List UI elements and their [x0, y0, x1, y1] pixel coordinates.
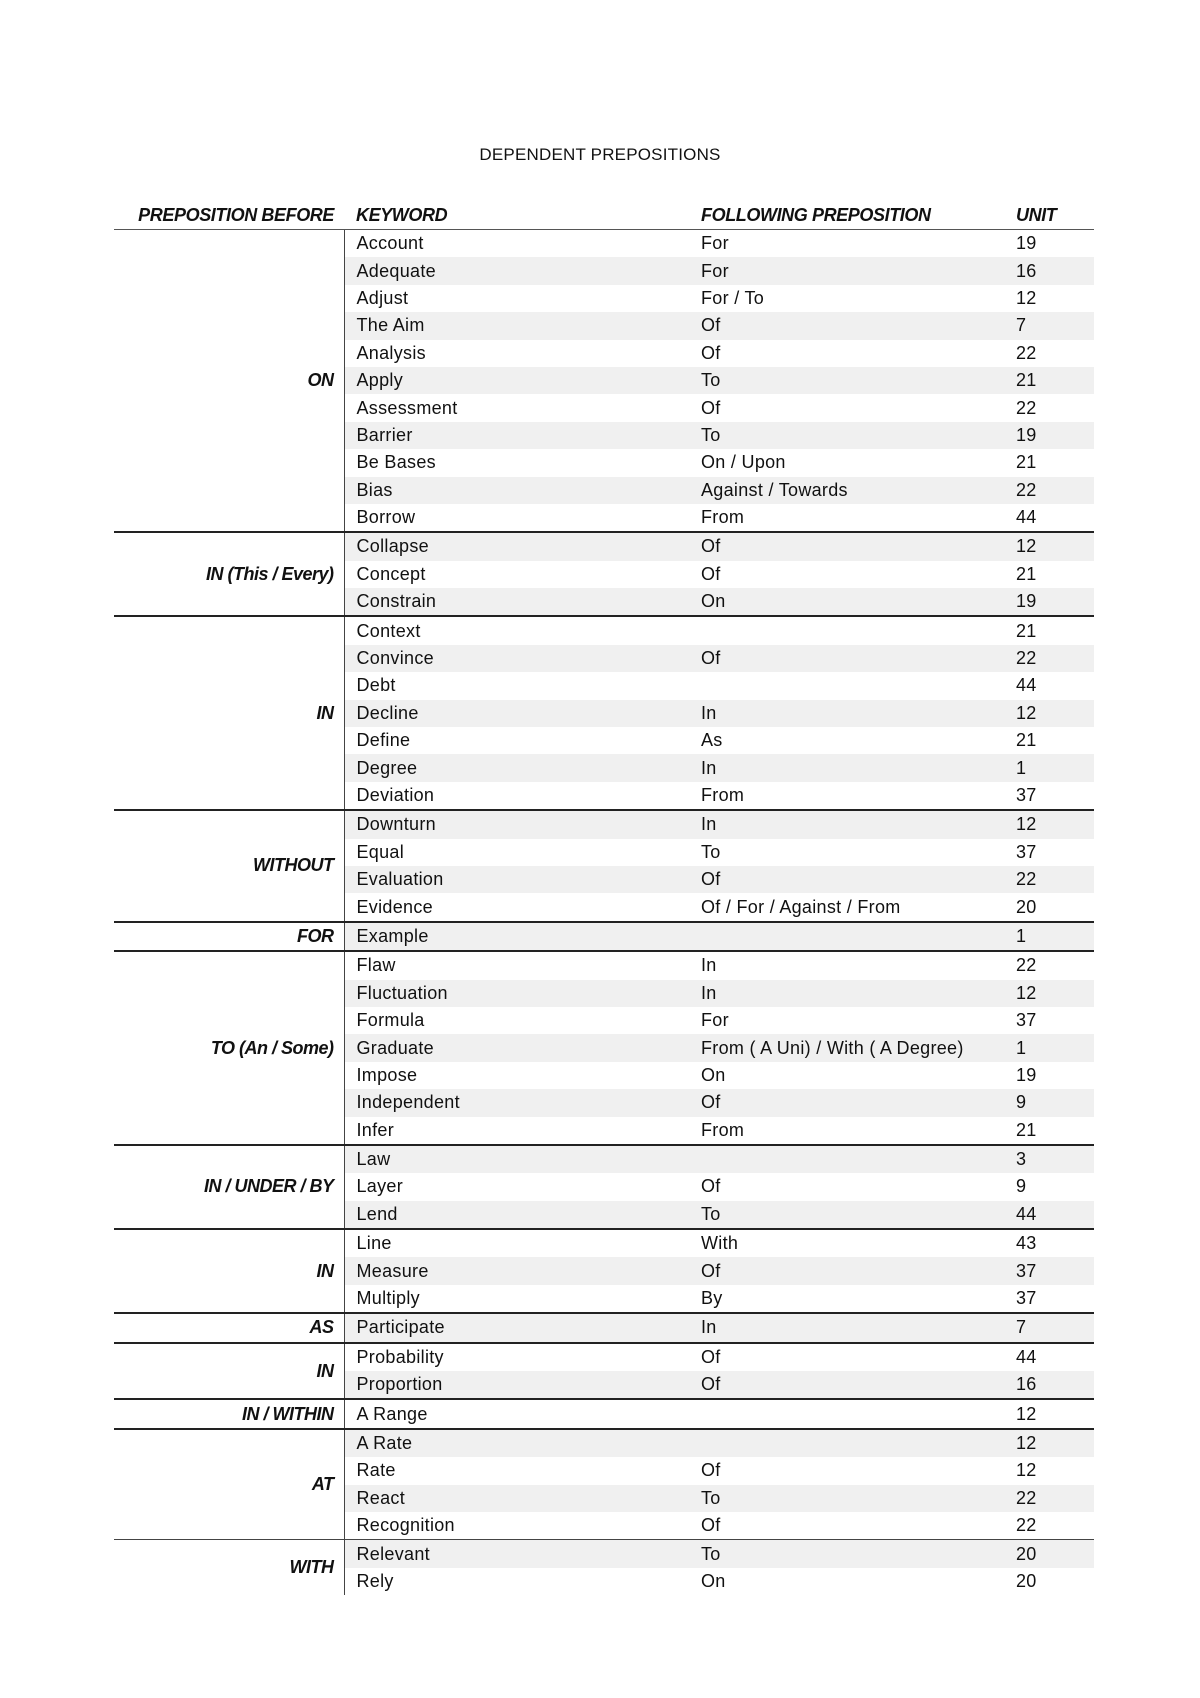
keyword-cell: Account — [356, 233, 424, 254]
unit-cell: 12 — [1016, 1460, 1037, 1481]
preposition-before-cell: WITH — [114, 1540, 344, 1595]
unit-cell: 19 — [1004, 422, 1094, 449]
preposition-before-cell: IN — [114, 1343, 344, 1400]
following-preposition-cell: To — [689, 422, 1004, 449]
following-preposition-cell: Of — [689, 1257, 1004, 1284]
following-preposition-cell — [689, 1399, 1004, 1428]
unit-cell: 12 — [1004, 1429, 1094, 1457]
following-preposition-cell: In — [689, 980, 1004, 1007]
unit-cell: 1 — [1004, 922, 1094, 951]
following-preposition-cell: In — [689, 700, 1004, 727]
keyword-cell: Apply — [344, 367, 689, 394]
following-preposition-cell: In — [689, 754, 1004, 781]
unit-cell: 20 — [1004, 1540, 1094, 1568]
keyword-cell: Line — [344, 1229, 689, 1257]
keyword-cell: Barrier — [344, 422, 689, 449]
table-row — [114, 230, 1094, 258]
following-preposition-cell: As — [701, 730, 723, 751]
unit-cell: 22 — [1004, 951, 1094, 979]
keyword-cell: Evaluation — [344, 866, 689, 893]
unit-cell: 44 — [1016, 507, 1037, 528]
keyword-cell: Probability — [344, 1343, 689, 1371]
following-preposition-cell: To — [689, 1540, 1004, 1568]
following-preposition-cell: From — [701, 1119, 745, 1140]
prepositions-table — [114, 197, 1094, 1595]
keyword-cell: Collapse — [344, 532, 689, 560]
keyword-cell: React — [344, 1485, 689, 1512]
keyword-cell: Law — [344, 1145, 689, 1173]
unit-cell: 12 — [1016, 287, 1037, 308]
unit-cell: 12 — [1004, 810, 1094, 838]
following-preposition-cell: On — [701, 1064, 726, 1085]
keyword-cell: Fluctuation — [344, 980, 689, 1007]
following-preposition-cell: Of — [701, 1176, 721, 1197]
unit-cell: 21 — [1016, 730, 1037, 751]
keyword-cell: Deviation — [356, 785, 435, 805]
keyword-cell: Decline — [344, 700, 689, 727]
following-preposition-cell: On — [701, 1570, 726, 1591]
unit-cell: 44 — [1004, 1201, 1094, 1229]
unit-cell: 37 — [1016, 785, 1037, 805]
unit-cell: 22 — [1004, 866, 1094, 893]
header-preposition-before: PREPOSITION BEFORE — [114, 197, 344, 230]
unit-cell: 37 — [1016, 841, 1037, 862]
page-title: DEPENDENT PREPOSITIONS — [479, 145, 721, 164]
unit-cell: 22 — [1004, 1485, 1094, 1512]
keyword-cell: Define — [356, 730, 411, 751]
unit-cell: 22 — [1004, 477, 1094, 504]
header-keyword: KEYWORD — [344, 197, 689, 230]
table-row — [114, 616, 1094, 644]
unit-cell: 12 — [1004, 1399, 1094, 1428]
table-row — [114, 810, 1094, 838]
following-preposition-cell: With — [689, 1229, 1004, 1257]
following-preposition-cell — [689, 616, 1004, 644]
following-preposition-cell: Of — [701, 397, 721, 418]
following-preposition-cell: From ( A Uni) / With ( A Degree) — [689, 1034, 1004, 1061]
unit-cell: 21 — [1016, 1119, 1037, 1140]
preposition-before-cell: WITHOUT — [114, 810, 344, 922]
keyword-cell: Example — [344, 922, 689, 951]
keyword-cell: Multiply — [356, 1288, 420, 1309]
preposition-before-cell: AT — [114, 1429, 344, 1540]
unit-cell: 19 — [1016, 233, 1037, 254]
keyword-cell: Evidence — [356, 896, 433, 917]
unit-cell: 16 — [1004, 1371, 1094, 1399]
keyword-cell: Context — [344, 616, 689, 644]
preposition-before-cell: IN (This / Every) — [114, 532, 344, 616]
keyword-cell: The Aim — [344, 312, 689, 339]
keyword-cell: Debt — [356, 675, 396, 696]
following-preposition-cell: By — [701, 1288, 723, 1309]
unit-cell: 22 — [1016, 397, 1037, 418]
table-row — [114, 951, 1094, 979]
unit-cell: 37 — [1016, 1010, 1037, 1031]
keyword-cell: Infer — [356, 1119, 395, 1140]
keyword-cell: Downturn — [344, 810, 689, 838]
table-row — [114, 1313, 1094, 1342]
following-preposition-cell: To — [689, 1485, 1004, 1512]
unit-cell: 37 — [1016, 1288, 1037, 1309]
unit-cell: 21 — [1004, 616, 1094, 644]
keyword-cell: Adequate — [344, 257, 689, 284]
keyword-cell: Borrow — [356, 507, 416, 528]
keyword-cell: Relevant — [344, 1540, 689, 1568]
following-preposition-cell: For — [701, 1010, 729, 1031]
unit-cell: 22 — [1016, 1515, 1037, 1536]
unit-cell: 21 — [1004, 367, 1094, 394]
following-preposition-cell: To — [689, 1201, 1004, 1229]
preposition-before-cell: IN — [114, 616, 344, 810]
preposition-before-cell: AS — [114, 1313, 344, 1342]
keyword-cell: Rate — [356, 1460, 396, 1481]
table-row — [114, 1229, 1094, 1257]
keyword-cell: Layer — [356, 1176, 404, 1197]
preposition-before-cell: ON — [114, 230, 344, 533]
following-preposition-cell: On — [689, 588, 1004, 616]
unit-cell: 3 — [1004, 1145, 1094, 1173]
following-preposition-cell: For — [701, 233, 729, 254]
unit-cell: 20 — [1016, 896, 1037, 917]
header-following-preposition: FOLLOWING PREPOSITION — [689, 197, 1004, 230]
preposition-before-cell: IN / UNDER / BY — [114, 1145, 344, 1229]
keyword-cell: Participate — [344, 1313, 689, 1342]
table-row — [114, 922, 1094, 951]
following-preposition-cell: Against / Towards — [689, 477, 1004, 504]
unit-cell: 21 — [1016, 452, 1037, 473]
following-preposition-cell: Of — [701, 342, 721, 363]
keyword-cell: Equal — [356, 841, 405, 862]
unit-cell: 9 — [1016, 1176, 1027, 1197]
following-preposition-cell: Of — [701, 1460, 721, 1481]
unit-cell: 1 — [1004, 754, 1094, 781]
unit-cell: 21 — [1016, 563, 1037, 584]
following-preposition-cell: For / To — [701, 287, 765, 308]
following-preposition-cell: Of — [689, 1371, 1004, 1399]
following-preposition-cell: In — [689, 810, 1004, 838]
table-row — [114, 1343, 1094, 1371]
unit-cell: 20 — [1016, 1570, 1037, 1591]
unit-cell: 19 — [1004, 588, 1094, 616]
unit-cell: 12 — [1004, 532, 1094, 560]
keyword-cell: Constrain — [344, 588, 689, 616]
following-preposition-cell: From — [701, 507, 745, 528]
keyword-cell: A Range — [344, 1399, 689, 1428]
following-preposition-cell: For — [689, 257, 1004, 284]
following-preposition-cell: On / Upon — [701, 452, 786, 473]
following-preposition-cell: Of — [701, 1515, 721, 1536]
unit-cell: 44 — [1016, 675, 1037, 696]
keyword-cell: Rely — [356, 1570, 394, 1591]
keyword-cell: Assessment — [356, 397, 458, 418]
following-preposition-cell: Of — [689, 532, 1004, 560]
following-preposition-cell: Of — [689, 1343, 1004, 1371]
following-preposition-cell — [689, 1429, 1004, 1457]
following-preposition-cell: Of / For / Against / From — [701, 896, 901, 917]
table-row — [114, 532, 1094, 560]
keyword-cell: Formula — [356, 1010, 425, 1031]
following-preposition-cell: Of — [689, 645, 1004, 672]
keyword-cell: Concept — [356, 563, 426, 584]
preposition-before-cell: IN — [114, 1229, 344, 1313]
following-preposition-cell: From — [701, 785, 745, 805]
table-row — [114, 1399, 1094, 1428]
following-preposition-cell: Of — [701, 563, 721, 584]
following-preposition-cell: In — [689, 951, 1004, 979]
unit-cell: 7 — [1004, 1313, 1094, 1342]
header-unit: UNIT — [1004, 197, 1094, 230]
keyword-cell: Impose — [356, 1064, 418, 1085]
keyword-cell: A Rate — [344, 1429, 689, 1457]
keyword-cell: Flaw — [344, 951, 689, 979]
keyword-cell: Graduate — [344, 1034, 689, 1061]
following-preposition-cell — [689, 922, 1004, 951]
unit-cell: 12 — [1004, 700, 1094, 727]
following-preposition-cell: In — [689, 1313, 1004, 1342]
following-preposition-cell: To — [701, 841, 721, 862]
table-header-row — [114, 197, 1094, 230]
unit-cell: 19 — [1016, 1064, 1037, 1085]
keyword-cell: Degree — [344, 754, 689, 781]
following-preposition-cell: To — [689, 367, 1004, 394]
following-preposition-cell: Of — [689, 1089, 1004, 1116]
keyword-cell: Independent — [344, 1089, 689, 1116]
keyword-cell: Measure — [344, 1257, 689, 1284]
unit-cell: 37 — [1004, 1257, 1094, 1284]
unit-cell: 9 — [1004, 1089, 1094, 1116]
following-preposition-cell: Of — [689, 312, 1004, 339]
unit-cell: 12 — [1004, 980, 1094, 1007]
keyword-cell: Recognition — [356, 1515, 455, 1536]
unit-cell: 43 — [1004, 1229, 1094, 1257]
keyword-cell: Bias — [344, 477, 689, 504]
table-row — [114, 1540, 1094, 1568]
table-body — [114, 230, 1094, 1596]
preposition-before-cell: IN / WITHIN — [114, 1399, 344, 1428]
unit-cell: 1 — [1004, 1034, 1094, 1061]
keyword-cell: Proportion — [344, 1371, 689, 1399]
following-preposition-cell: Of — [689, 866, 1004, 893]
keyword-cell: Lend — [344, 1201, 689, 1229]
table-row — [114, 1429, 1094, 1457]
keyword-cell: Adjust — [356, 287, 409, 308]
unit-cell: 22 — [1016, 342, 1037, 363]
preposition-before-cell: TO (An / Some) — [114, 951, 344, 1145]
table-row — [114, 1145, 1094, 1173]
following-preposition-cell — [689, 1145, 1004, 1173]
unit-cell: 22 — [1004, 645, 1094, 672]
preposition-before-cell: FOR — [114, 922, 344, 951]
unit-cell: 16 — [1004, 257, 1094, 284]
unit-cell: 7 — [1004, 312, 1094, 339]
keyword-cell: Analysis — [356, 342, 426, 363]
following-preposition-cell — [689, 672, 1004, 699]
keyword-cell: Be Bases — [356, 452, 436, 473]
keyword-cell: Convince — [344, 645, 689, 672]
unit-cell: 44 — [1004, 1343, 1094, 1371]
